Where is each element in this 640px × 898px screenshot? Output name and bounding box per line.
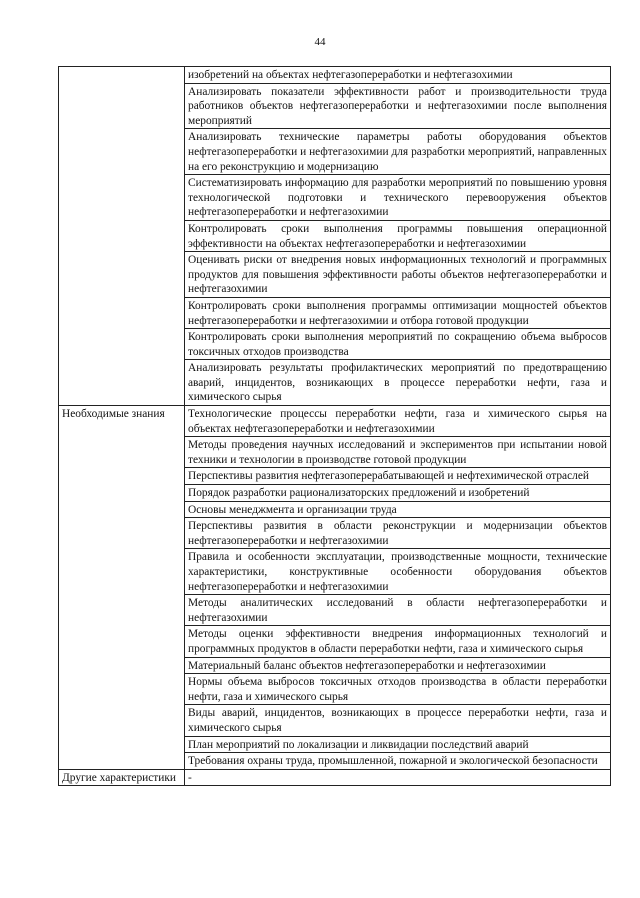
- table-cell: Контролировать сроки выполнения программы оптимизации мощностей объектов нефтегазопереработки и нефтегазохимии и отбора готовой продукции: [185, 297, 611, 328]
- table-cell: Материальный баланс объектов нефтегазопереработки и нефтегазохимии: [185, 657, 611, 674]
- table-cell: Систематизировать информацию для разработки мероприятий по повышению уровня технологической подготовки и технического перевооружения объектов нефтегазопереработки и нефтегазохимии: [185, 175, 611, 221]
- table-cell: Анализировать результаты профилактических мероприятий по предотвращению аварий, инцидентов, возникающих в процессе переработки нефти, газа и химического сырья: [185, 360, 611, 406]
- table-cell: Основы менеджмента и организации труда: [185, 501, 611, 518]
- table-cell: -: [185, 769, 611, 786]
- table-cell: Перспективы развития в области реконструкции и модернизации объектов нефтегазопереработки и нефтегазохимии: [185, 518, 611, 549]
- table-cell: Оценивать риски от внедрения новых информационных технологий и программных продуктов для повышения эффективности работы объектов нефтегазопереработки и нефтегазохимии: [185, 252, 611, 298]
- qualification-table: [58, 66, 611, 786]
- table-cell: План мероприятий по локализации и ликвидации последствий аварий: [185, 736, 611, 753]
- row-label-skills: [59, 67, 185, 406]
- table-cell: изобретений на объектах нефтегазопереработки и нефтегазохимии: [185, 67, 611, 84]
- table-cell: Методы проведения научных исследований и экспериментов при испытании новой техники и технологии в производстве готовой продукции: [185, 437, 611, 468]
- table-row: [59, 67, 611, 84]
- table-cell: Перспективы развития нефтегазоперерабатывающей и нефтехимической отраслей: [185, 468, 611, 485]
- table-cell: Правила и особенности эксплуатации, производственные мощности, технические характеристики, конструктивные особенности оборудования объектов нефтегазопереработки и нефтегазохимии: [185, 549, 611, 595]
- table-cell: Требования охраны труда, промышленной, пожарной и экологической безопасности: [185, 753, 611, 770]
- table-cell: Нормы объема выбросов токсичных отходов производства в области переработки нефти, газа и химического сырья: [185, 674, 611, 705]
- table-cell: Методы аналитических исследований в области нефтегазопереработки и нефтегазохимии: [185, 595, 611, 626]
- table-cell: Методы оценки эффективности внедрения информационных технологий и программных продуктов в области переработки нефти, газа и химического сырья: [185, 626, 611, 657]
- page-number: 44: [314, 36, 326, 48]
- table-row: [59, 769, 611, 786]
- table-cell: Анализировать показатели эффективности работ и производительности труда работников объектов нефтегазопереработки и нефтегазохимии после выполнения мероприятий: [185, 83, 611, 129]
- table-row: [59, 406, 611, 437]
- table-cell: Виды аварий, инцидентов, возникающих в процессе переработки нефти, газа и химического сырья: [185, 705, 611, 736]
- table-cell: Контролировать сроки выполнения мероприятий по сокращению объема выбросов токсичных отходов производства: [185, 329, 611, 360]
- row-label-knowledge: Необходимые знания: [59, 406, 185, 770]
- table-cell: Технологические процессы переработки нефти, газа и химического сырья на объектах нефтегазопереработки и нефтегазохимии: [185, 406, 611, 437]
- row-label-other: Другие характеристики: [59, 769, 185, 786]
- table-cell: Контролировать сроки выполнения программы повышения операционной эффективности на объектах нефтегазопереработки и нефтегазохимии: [185, 220, 611, 251]
- table-cell: Порядок разработки рационализаторских предложений и изобретений: [185, 485, 611, 502]
- table-cell: Анализировать технические параметры работы оборудования объектов нефтегазопереработки и нефтегазохимии для разработки мероприятий, направленных на его реконструкцию и модернизацию: [185, 129, 611, 175]
